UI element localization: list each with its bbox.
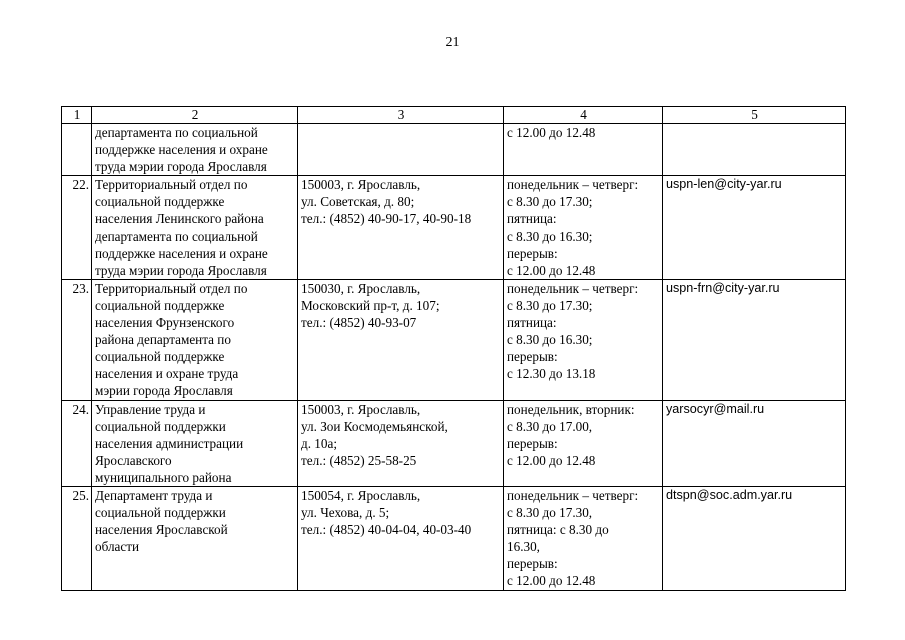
- organization-name: Территориальный отдел по социальной поддержке населения Ленинского района департамента по социальной поддержке населения и охране труда мэрии города Ярославля: [92, 176, 298, 280]
- organization-address: 150054, г. Ярославль, ул. Чехова, д. 5; тел.: (4852) 40-04-04, 40-03-40: [298, 486, 504, 590]
- organization-address: 150030, г. Ярославль, Московский пр-т, д. 107; тел.: (4852) 40-93-07: [298, 279, 504, 400]
- table-row: [62, 124, 846, 176]
- table-row: [62, 176, 846, 280]
- email-address: uspn-frn@city-yar.ru: [663, 279, 846, 400]
- working-hours: с 12.00 до 12.48: [504, 124, 663, 176]
- organization-name: Департамент труда и социальной поддержки населения Ярославской области: [92, 486, 298, 590]
- column-header: 2: [92, 107, 298, 124]
- organization-name: департамента по социальной поддержке населения и охране труда мэрии города Ярославля: [92, 124, 298, 176]
- working-hours: понедельник – четверг: с 8.30 до 17.30; пятница: с 8.30 до 16.30; перерыв: с 12.00 до 12.48: [504, 176, 663, 280]
- working-hours: понедельник – четверг: с 8.30 до 17.30; пятница: с 8.30 до 16.30; перерыв: с 12.30 до 13.18: [504, 279, 663, 400]
- column-header: 5: [663, 107, 846, 124]
- email-address: uspn-len@city-yar.ru: [663, 176, 846, 280]
- page-number: 21: [445, 35, 460, 50]
- column-header: 3: [298, 107, 504, 124]
- working-hours: понедельник, вторник: с 8.30 до 17.00, перерыв: с 12.00 до 12.48: [504, 400, 663, 486]
- table-row: [62, 486, 846, 590]
- email-address: yarsocyr@mail.ru: [663, 400, 846, 486]
- row-number: 23.: [62, 279, 92, 400]
- email-address: dtspn@soc.adm.yar.ru: [663, 486, 846, 590]
- organization-address: 150003, г. Ярославль, ул. Советская, д. 80; тел.: (4852) 40-90-17, 40-90-18: [298, 176, 504, 280]
- row-number: [62, 124, 92, 176]
- organization-address: [298, 124, 504, 176]
- organization-name: Управление труда и социальной поддержки населения администрации Ярославского муниципального района: [92, 400, 298, 486]
- organization-address: 150003, г. Ярославль, ул. Зои Космодемьянской, д. 10а; тел.: (4852) 25-58-25: [298, 400, 504, 486]
- working-hours: понедельник – четверг: с 8.30 до 17.30, пятница: с 8.30 до 16.30, перерыв: с 12.00 до 12.48: [504, 486, 663, 590]
- row-number: 22.: [62, 176, 92, 280]
- table-header-row: [62, 107, 846, 124]
- row-number: 25.: [62, 486, 92, 590]
- table-row: [62, 400, 846, 486]
- column-header: 1: [62, 107, 92, 124]
- email-address: [663, 124, 846, 176]
- row-number: 24.: [62, 400, 92, 486]
- column-header: 4: [504, 107, 663, 124]
- organizations-table: [61, 106, 846, 591]
- organization-name: Территориальный отдел по социальной поддержке населения Фрунзенского района департамента по социальной поддержке населения и охране труда мэрии города Ярославля: [92, 279, 298, 400]
- table-row: [62, 279, 846, 400]
